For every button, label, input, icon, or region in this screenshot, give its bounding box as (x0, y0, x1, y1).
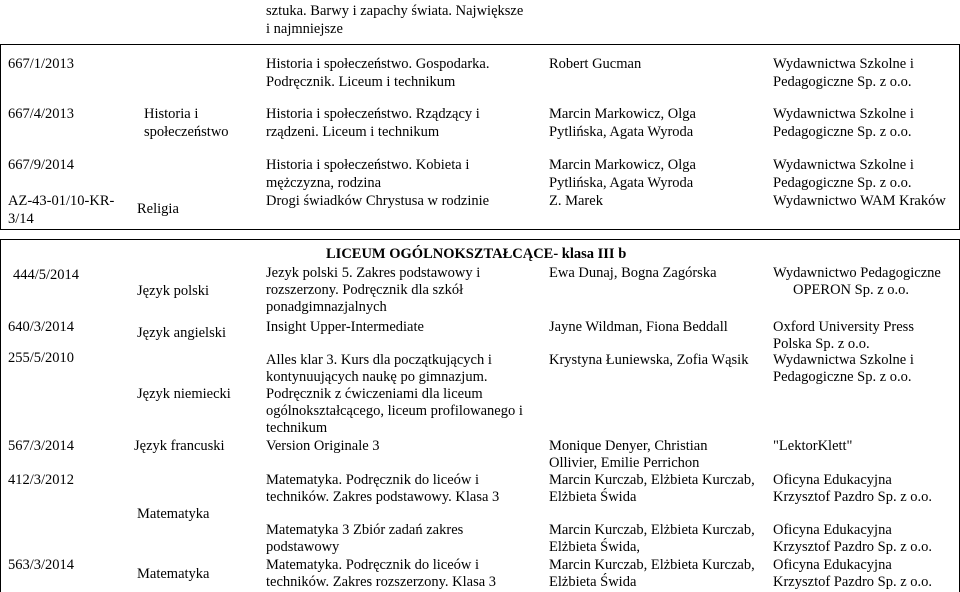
title-line: Matematyka 3 Zbiór zadań zakres (266, 522, 464, 538)
publisher-line: Pedagogiczne Sp. z o.o. (773, 175, 912, 191)
title-line: podstawowy (266, 539, 340, 555)
author-line: Monique Denyer, Christian (549, 438, 708, 454)
title-line: ponadgimnazjalnych (266, 299, 387, 315)
publisher-line: Oficyna Edukacyjna (773, 557, 892, 573)
title-line: mężczyzna, rodzina (266, 175, 382, 191)
title-line: rządzeni. Liceum i technikum (266, 124, 440, 140)
title: Drogi świadków Chrystusa w rodzinie (266, 193, 490, 209)
publisher-line: Wydawnictwa Szkolne i (773, 106, 914, 122)
book-number-line: AZ-43-01/10-KR- (8, 193, 115, 209)
author: Z. Marek (549, 193, 603, 209)
publisher-line: Oficyna Edukacyjna (773, 472, 892, 488)
book-number: 667/9/2014 (8, 157, 75, 173)
author: Jayne Wildman, Fiona Beddall (549, 319, 728, 335)
title-line: ogólnokształcącego, liceum profilowanego i (266, 403, 523, 419)
publisher-line: Krzysztof Pazdro Sp. z o.o. (773, 489, 933, 505)
publisher-line: Polska Sp. z o.o. (773, 336, 870, 352)
author-line: Marcin Kurczab, Elżbieta Kurczab, (549, 472, 755, 488)
publisher-line: Krzysztof Pazdro Sp. z o.o. (773, 539, 933, 555)
book-number: 444/5/2014 (13, 267, 80, 283)
subject-line: społeczeństwo (144, 124, 229, 140)
title: Version Originale 3 (266, 438, 380, 454)
title-line: Podręcznik. Liceum i technikum (266, 74, 456, 90)
publisher-line: Wydawnictwo Pedagogiczne (773, 265, 941, 281)
book-number: 667/4/2013 (8, 106, 75, 122)
book-number-line: 3/14 (8, 211, 34, 227)
subject: Matematyka (137, 506, 210, 522)
title-line: techników. Zakres rozszerzony. Klasa 3 (266, 574, 497, 590)
publisher-line: Pedagogiczne Sp. z o.o. (773, 74, 912, 90)
publisher-line: Pedagogiczne Sp. z o.o. (773, 124, 912, 140)
title-line: sztuka. Barwy i zapachy świata. Największe (266, 3, 524, 19)
author-line: Pytlińska, Agata Wyroda (549, 175, 694, 191)
subject: Język niemiecki (137, 386, 231, 402)
author-line: Marcin Kurczab, Elżbieta Kurczab, (549, 522, 755, 538)
title-line: Matematyka. Podręcznik do liceów i (266, 472, 480, 488)
author-line: Elżbieta Świda (549, 574, 637, 590)
title-line: technikum (266, 420, 328, 436)
table-top-border (0, 239, 960, 240)
publisher-line: Oficyna Edukacyjna (773, 522, 892, 538)
table-bottom-border (0, 229, 960, 230)
publisher-line: Wydawnictwa Szkolne i (773, 352, 914, 368)
subject: Język francuski (134, 438, 225, 454)
book-number: 640/3/2014 (8, 319, 75, 335)
author: Krystyna Łuniewska, Zofia Wąsik (549, 352, 749, 368)
book-number: 412/3/2012 (8, 472, 75, 488)
book-number: 567/3/2014 (8, 438, 75, 454)
author-line: Ollivier, Emilie Perrichon (549, 455, 700, 471)
publisher: Wydawnictwo WAM Kraków (773, 193, 946, 209)
publisher-line: Wydawnictwa Szkolne i (773, 56, 914, 72)
author: Ewa Dunaj, Bogna Zagórska (549, 265, 717, 281)
publisher-line: Pedagogiczne Sp. z o.o. (773, 369, 912, 385)
title-line: Historia i społeczeństwo. Rządzący i (266, 106, 480, 122)
book-number: 667/1/2013 (8, 56, 75, 72)
publisher-line: Oxford University Press (773, 319, 914, 335)
subject: Matematyka (137, 566, 210, 582)
publisher-line: Wydawnictwa Szkolne i (773, 157, 914, 173)
author-line: Marcin Markowicz, Olga (549, 106, 696, 122)
title-line: Podręcznik z ćwiczeniami dla liceum (266, 386, 483, 402)
row-divider (0, 44, 960, 45)
title-line: Matematyka. Podręcznik do liceów i (266, 557, 480, 573)
title-line: i najmniejsze (266, 21, 343, 37)
book-number: 255/5/2010 (8, 350, 75, 366)
section-title: LICEUM OGÓLNOKSZTAŁCĄCE- klasa III b (326, 246, 627, 262)
title-line: Historia i społeczeństwo. Gospodarka. (266, 56, 490, 72)
column-divider (0, 44, 1, 229)
book-number: 563/3/2014 (8, 557, 75, 573)
author-line: Elżbieta Świda, (549, 539, 641, 555)
publisher-line: OPERON Sp. z o.o. (793, 282, 910, 298)
author-line: Pytlińska, Agata Wyroda (549, 124, 694, 140)
title-line: kontynuujących naukę po gimnazjum. (266, 369, 488, 385)
subject: Język angielski (137, 325, 226, 341)
title-line: techników. Zakres podstawowy. Klasa 3 (266, 489, 500, 505)
publisher: "LektorKlett" (773, 438, 853, 454)
author: Robert Gucman (549, 56, 642, 72)
title-line: Jezyk polski 5. Zakres podstawowy i (266, 265, 481, 281)
subject-line: Historia i (144, 106, 199, 122)
column-divider (0, 239, 1, 592)
author-line: Marcin Markowicz, Olga (549, 157, 696, 173)
title-line: Historia i społeczeństwo. Kobieta i (266, 157, 470, 173)
title-line: Alles klar 3. Kurs dla początkujących i (266, 352, 492, 368)
title-line: rozszerzony. Podręcznik dla szkół (266, 282, 464, 298)
author-line: Marcin Kurczab, Elżbieta Kurczab, (549, 557, 755, 573)
title: Insight Upper-Intermediate (266, 319, 424, 335)
subject: Język polski (137, 283, 210, 299)
author-line: Elżbieta Świda (549, 489, 637, 505)
publisher-line: Krzysztof Pazdro Sp. z o.o. (773, 574, 933, 590)
subject: Religia (137, 201, 179, 217)
